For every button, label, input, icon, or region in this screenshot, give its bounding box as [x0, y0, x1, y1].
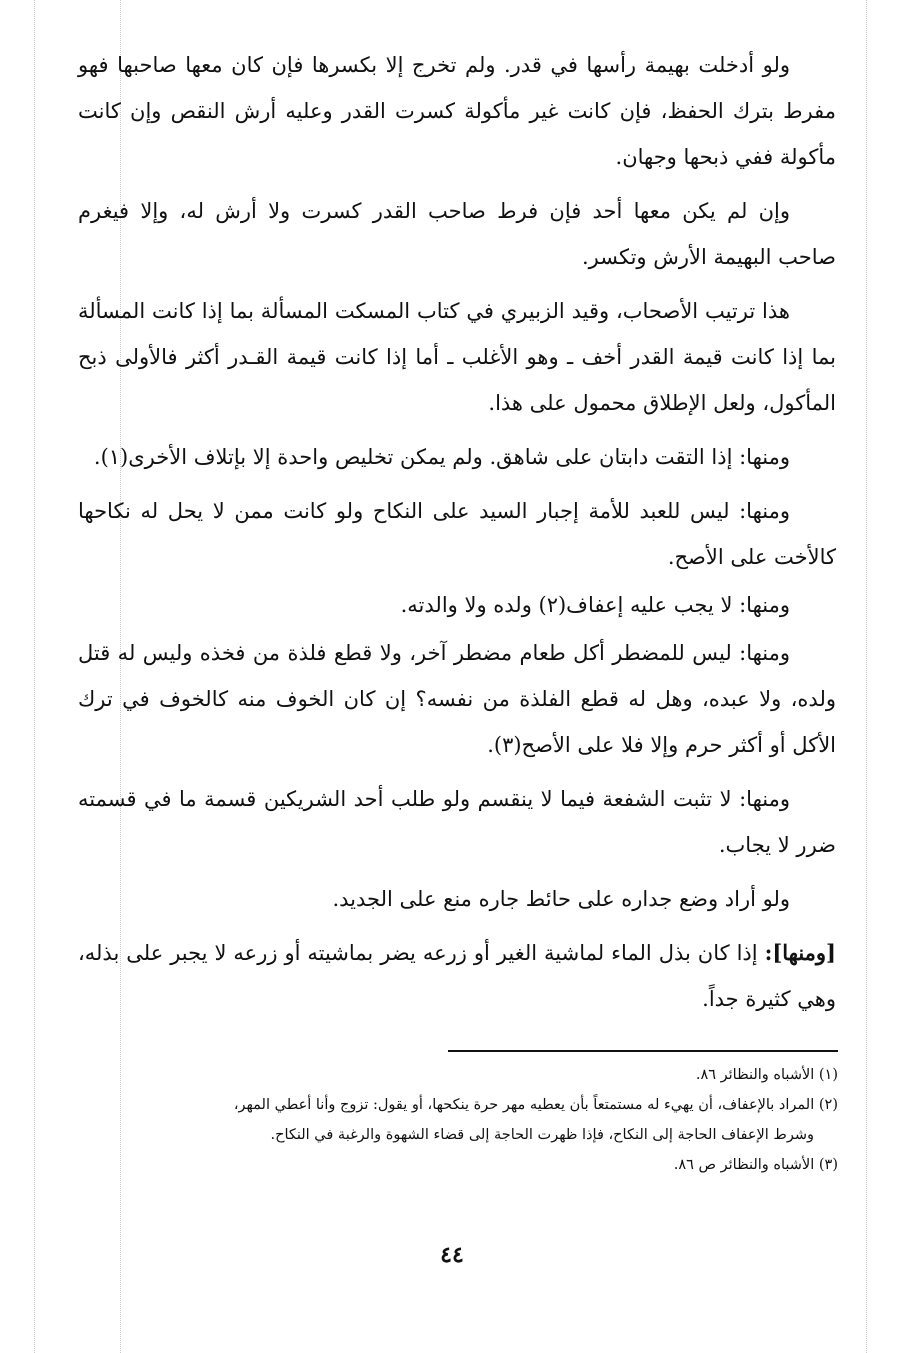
footnotes	[78, 1060, 838, 1180]
footnote-separator	[448, 1050, 838, 1052]
paragraph: ومنها: ليس للمضطر أكل طعام مضطر آخر، ولا قطع فلذة من فخذه وليس له قتل ولده، ولا عبده، وهل له قطع الفلذة من نفسه؟ إن كان الخوف منه كالخوف في ترك الأكل أو أكثر حرم وإلا فلا على الأصح(٣).	[78, 641, 836, 757]
paragraph: ومنها: لا تثبت الشفعة فيما لا ينقسم ولو طلب أحد الشريكين قسمة ما في قسمته ضرر لا يجاب.	[78, 787, 836, 857]
paragraph: ومنها: ليس للعبد للأمة إجبار السيد على النكاح ولو كانت ممن لا يحل له نكاحها كالأخت على الأصح.	[78, 499, 836, 569]
paragraph: وإن لم يكن معها أحد فإن فرط صاحب القدر كسرت ولا أرش له، وإلا فيغرم صاحب البهيمة الأرش وتكسر.	[78, 199, 836, 269]
paragraph-lead: [ومنها]:	[764, 940, 836, 965]
footnote: (٣) الأشباه والنظائر ص ٨٦.	[673, 1157, 838, 1173]
footnote: (١) الأشباه والنظائر ٨٦.	[695, 1067, 838, 1083]
paragraph	[78, 930, 836, 1022]
footnote-continuation: وشرط الإعفاف الحاجة إلى النكاح، فإذا ظهرت الحاجة إلى قضاء الشهوة والرغبة في النكاح.	[270, 1127, 814, 1143]
footnote: (٢) المراد بالإعفاف، أن يهيء له مستمتعاً بأن يعطيه مهر حرة ينكحها، أو يقول: تزوج وأنا أعطي المهر،	[233, 1097, 838, 1113]
page-number: ٤٤	[440, 1242, 464, 1268]
paragraph: ولو أراد وضع جداره على حائط جاره منع على الجديد.	[332, 887, 790, 911]
margin-dotted-line	[34, 0, 35, 1353]
main-text	[78, 42, 836, 1030]
paragraph: هذا ترتيب الأصحاب، وقيد الزبيري في كتاب المسكت المسألة بما إذا كانت المسألة بما إذا كانت قيمة القدر أخف ـ وهو الأغلب ـ أما إذا كانت قيمة القـدر أكثر فالأولى ذبح المأكول، ولعل الإطلاق محمول على هذا.	[78, 299, 836, 415]
paragraph: ولو أدخلت بهيمة رأسها في قدر. ولم تخرج إلا بكسرها فإن كان معها صاحبها فهو مفرط بترك الحفظ، فإن كانت غير مأكولة كسرت القدر وعليه أرش النقص وإن كانت مأكولة ففي ذبحها وجهان.	[78, 53, 836, 169]
paragraph-text: إذا كان بذل الماء لماشية الغير أو زرعه يضر بماشيته أو زرعه لا يجبر على بذله، وهي كثيرة جداً.	[78, 941, 836, 1011]
paragraph: ومنها: لا يجب عليه إعفاف(٢) ولده ولا والدته.	[400, 593, 790, 617]
paragraph: ومنها: إذا التقت دابتان على شاهق. ولم يمكن تخليص واحدة إلا بإتلاف الأخرى(١).	[93, 445, 790, 469]
margin-dotted-line	[866, 0, 867, 1353]
